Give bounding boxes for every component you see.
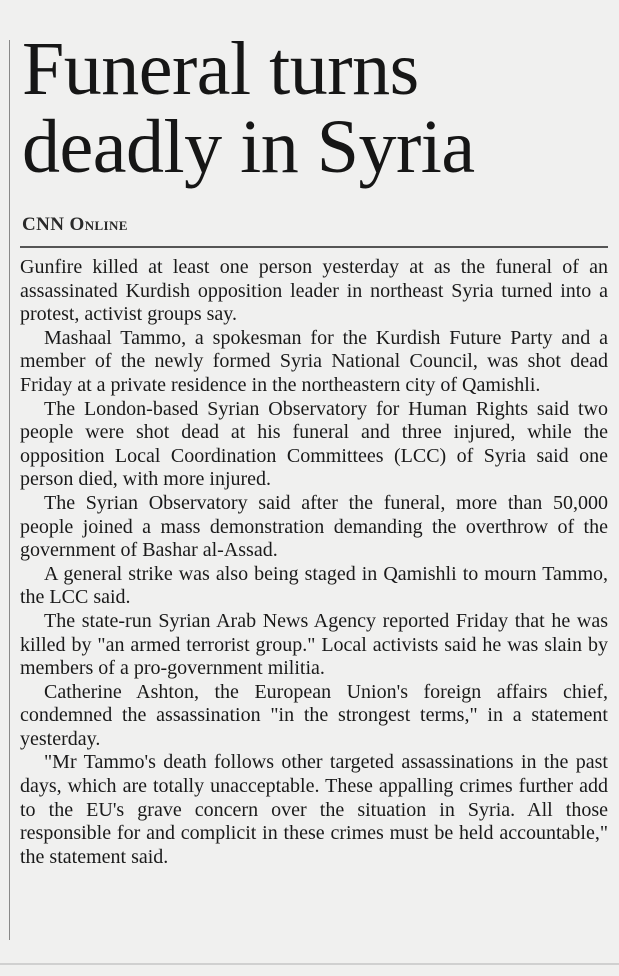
article-paragraph: Gunfire killed at least one person yesterday at as the funeral of an assassinated Kurdish opposition leader in northeast Syria turned into a protest, activist groups say. [20, 256, 608, 326]
article-paragraph: A general strike was also being staged in Qamishli to mourn Tammo, the LCC said. [20, 562, 608, 609]
bottom-divider [0, 963, 619, 965]
article-paragraph: The London-based Syrian Observatory for Human Rights said two people were shot dead at his funeral and three injured, while the opposition Local Coordination Committees (LCC) of Syria said one person died, with more injured. [20, 397, 608, 491]
article-paragraph: The state-run Syrian Arab News Agency reported Friday that he was killed by "an armed terrorist group." Local activists said he was slain by members of a pro-government militia. [20, 609, 608, 680]
article-paragraph: The Syrian Observatory said after the funeral, more than 50,000 people joined a mass demonstration demanding the overthrow of the government of Bashar al-Assad. [20, 491, 608, 562]
article-paragraph: Mashaal Tammo, a spokesman for the Kurdish Future Party and a member of the newly formed Syria National Council, was shot dead Friday at a private residence in the northeastern city of Qamishli. [20, 326, 608, 396]
article-paragraph: Catherine Ashton, the European Union's foreign affairs chief, condemned the assassination "in the strongest terms," in a statement yesterday. [20, 680, 608, 750]
column-divider [9, 40, 10, 940]
article-paragraph: "Mr Tammo's death follows other targeted assassinations in the past days, which are totally unacceptable. These appalling crimes further add to the EU's grave concern over the situation in Syria. All those responsible for and complicit in these crimes must be held accountable," the statement said. [20, 751, 608, 868]
source-byline: CNN Online [22, 214, 128, 235]
article-body [20, 256, 608, 869]
byline-rule [20, 246, 608, 248]
headline: Funeral turns deadly in Syria [22, 27, 475, 189]
